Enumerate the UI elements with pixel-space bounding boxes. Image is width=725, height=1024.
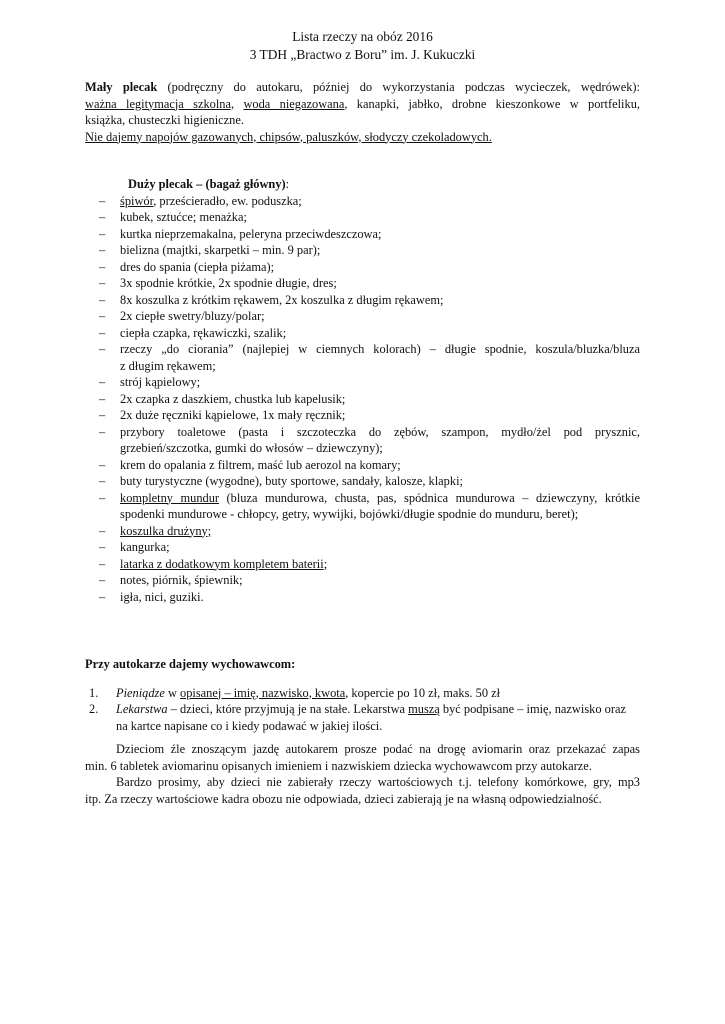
- list-item: [85, 193, 640, 210]
- dash-bullet: –: [99, 573, 106, 587]
- list-item: [85, 407, 640, 424]
- big-backpack-heading-line: [85, 176, 640, 193]
- item-line-1: przybory toaletowe (pasta i szczoteczka do zębów, szampon, mydło/żel pod prysznic,: [120, 424, 640, 439]
- item-text: 8x koszulka z krótkim rękawem, 2x koszulka z długim rękawem;: [120, 292, 444, 307]
- small-backpack-items-rest: , kanapki, jabłko, drobne kieszonkowe w portfeliku,: [344, 96, 640, 111]
- list-item: [85, 275, 640, 292]
- list-item: [85, 374, 640, 391]
- medicine-text: – dzieci, które przyjmują je na stałe. Lekarstwa: [167, 702, 409, 716]
- item-underlined: koszulka drużyny;: [120, 523, 212, 538]
- small-backpack-warning: Nie dajemy napojów gazowanych, chipsów, paluszków, słodyczy czekoladowych.: [85, 129, 492, 144]
- item-text: kangurka;: [120, 540, 170, 554]
- list-number: 2.: [89, 702, 99, 716]
- bus-heading: Przy autokarze dajemy wychowawcom:: [85, 657, 296, 671]
- list-item: [85, 259, 640, 276]
- list-item: [85, 292, 640, 309]
- item-line-2: spodenki mundurowe - chłopcy, getry, wywijki, bojówki/długie spodnie do munduru, beret);: [120, 507, 579, 521]
- item-text: ciepła czapka, rękawiczki, szalik;: [120, 325, 287, 340]
- list-item: [85, 523, 640, 540]
- list-item: [85, 539, 640, 556]
- motion-sickness-line-1: Dzieciom źle znoszącym jazdę autokarem prosze podać na drogę aviomarin oraz przekazać zapas: [116, 742, 640, 756]
- bus-list-item: [85, 685, 640, 702]
- medicine-text-2: być podpisane – imię, nazwisko oraz: [439, 702, 626, 716]
- medicine-line-2: na kartce napisane co i kiedy podawać w jakiej ilości.: [116, 718, 383, 733]
- item-text: 2x ciepłe swetry/bluzy/polar;: [120, 309, 265, 323]
- bus-list: [85, 685, 640, 735]
- item-text: krem do opalania z filtrem, maść lub aerozol na komary;: [120, 457, 401, 472]
- money-envelope-note: opisanej – imię, nazwisko, kwota,: [180, 685, 349, 700]
- dash-bullet: –: [99, 292, 106, 307]
- dash-bullet: –: [99, 375, 106, 389]
- small-backpack-items-line: [85, 96, 640, 113]
- item-line-2: grzebień/szczotka, gumki do włosów – dziewczyny);: [120, 441, 383, 455]
- valuables-line-2: itp. Za rzeczy wartościowe kadra obozu nie odpowiada, dzieci zabierają je na własną odpowiedzialność.: [85, 791, 602, 806]
- bus-list-item: [85, 701, 640, 734]
- title-line-2: 3 TDH „Bractwo z Boru” im. J. Kukuczki: [249, 47, 476, 62]
- item-line-2: z długim rękawem;: [120, 358, 216, 373]
- item-line-1: (bluza mundurowa, chusta, pas, spódnica mundurowa – dziewczyny, krótkie: [219, 490, 640, 505]
- small-backpack-items-line-3: książka, chusteczki higieniczne.: [85, 113, 244, 127]
- small-backpack-intro: (podręczny do autokaru, później do wykorzystania podczas wycieczek, wędrówek):: [157, 80, 641, 94]
- list-item: [85, 424, 640, 457]
- item-text: 2x czapka z daszkiem, chustka lub kapelusik;: [120, 391, 346, 406]
- item-underlined: śpiwór: [120, 193, 154, 208]
- item-text: kubek, sztućce; menażka;: [120, 210, 247, 224]
- item-line-1: rzeczy „do ciorania” (najlepiej w ciemnych kolorach) – długie spodnie, koszula/bluzka/bluza: [120, 342, 640, 356]
- dash-bullet: –: [99, 391, 106, 406]
- list-item: [85, 226, 640, 243]
- list-item: [85, 556, 640, 573]
- list-item: [85, 589, 640, 606]
- item-text: notes, piórnik, śpiewnik;: [120, 573, 243, 587]
- list-item: [85, 490, 640, 523]
- dash-bullet: –: [99, 589, 106, 604]
- big-backpack-heading-colon: :: [285, 177, 290, 191]
- dash-bullet: –: [99, 556, 106, 571]
- title-line-1: Lista rzeczy na obóz 2016: [292, 29, 433, 44]
- dash-bullet: –: [99, 226, 106, 241]
- list-number: 1.: [89, 685, 99, 700]
- item-text: 3x spodnie krótkie, 2x spodnie długie, dres;: [120, 276, 337, 290]
- list-item: [85, 308, 640, 325]
- money-label: Pieniądze: [116, 685, 165, 700]
- medicine-label: Lekarstwa: [116, 702, 168, 716]
- list-item: [85, 242, 640, 259]
- dash-bullet: –: [99, 457, 106, 472]
- item-school-id: ważna legitymacja szkolna,: [85, 96, 235, 111]
- item-text: strój kąpielowy;: [120, 375, 201, 389]
- dash-bullet: –: [99, 424, 106, 439]
- list-item: [85, 391, 640, 408]
- item-text: dres do spania (ciepła piżama);: [120, 259, 275, 274]
- document-page: [85, 28, 640, 807]
- dash-bullet: –: [99, 474, 106, 488]
- small-backpack-intro-line: [85, 79, 640, 96]
- item-text: , prześcieradło, ew. poduszka;: [153, 193, 302, 208]
- big-backpack-list: [85, 193, 640, 606]
- item-still-water: woda niegazowana: [243, 96, 345, 111]
- list-item: [85, 473, 640, 490]
- dash-bullet: –: [99, 259, 106, 274]
- dash-bullet: –: [99, 210, 106, 224]
- document-title: [85, 28, 640, 64]
- item-text: kurtka nieprzemakalna, peleryna przeciwdeszczowa;: [120, 226, 382, 241]
- list-item: [85, 325, 640, 342]
- item-underlined: latarka z dodatkowym kompletem baterii;: [120, 556, 328, 571]
- dash-bullet: –: [99, 309, 106, 323]
- motion-sickness-paragraph: [85, 741, 640, 774]
- list-item: [85, 341, 640, 374]
- dash-bullet: –: [99, 408, 106, 422]
- item-underlined: kompletny mundur: [120, 490, 220, 505]
- dash-bullet: –: [99, 193, 106, 208]
- item-text: buty turystyczne (wygodne), buty sportowe, sandały, kalosze, klapki;: [120, 474, 463, 488]
- dash-bullet: –: [99, 276, 106, 290]
- list-item: [85, 457, 640, 474]
- valuables-paragraph: [85, 774, 640, 807]
- big-backpack-heading: Duży plecak – (bagaż główny): [128, 177, 286, 191]
- money-rest: kopercie po 10 zł, maks. 50 zł: [348, 685, 501, 700]
- money-text: w: [164, 685, 181, 700]
- item-text: 2x duże ręczniki kąpielowe, 1x mały ręcznik;: [120, 408, 346, 422]
- item-text: bielizna (majtki, skarpetki – min. 9 par);: [120, 243, 321, 257]
- medicine-must: muszą: [408, 702, 440, 716]
- small-backpack-heading: Mały plecak: [85, 80, 158, 94]
- dash-bullet: –: [99, 490, 106, 505]
- list-item: [85, 572, 640, 589]
- valuables-line-1: Bardzo prosimy, aby dzieci nie zabierały rzeczy wartościowych t.j. telefony komórkowe, gry, mp3: [116, 775, 640, 789]
- dash-bullet: –: [99, 540, 106, 554]
- small-backpack-section: [85, 79, 640, 145]
- dash-bullet: –: [99, 325, 106, 340]
- dash-bullet: –: [99, 523, 106, 538]
- list-item: [85, 209, 640, 226]
- dash-bullet: –: [99, 342, 106, 356]
- dash-bullet: –: [99, 243, 106, 257]
- motion-sickness-line-2: min. 6 tabletek aviomarinu opisanych imieniem i nazwiskiem dziecka wychowawcom przy autokarze.: [85, 758, 592, 773]
- item-text: igła, nici, guziki.: [120, 589, 204, 604]
